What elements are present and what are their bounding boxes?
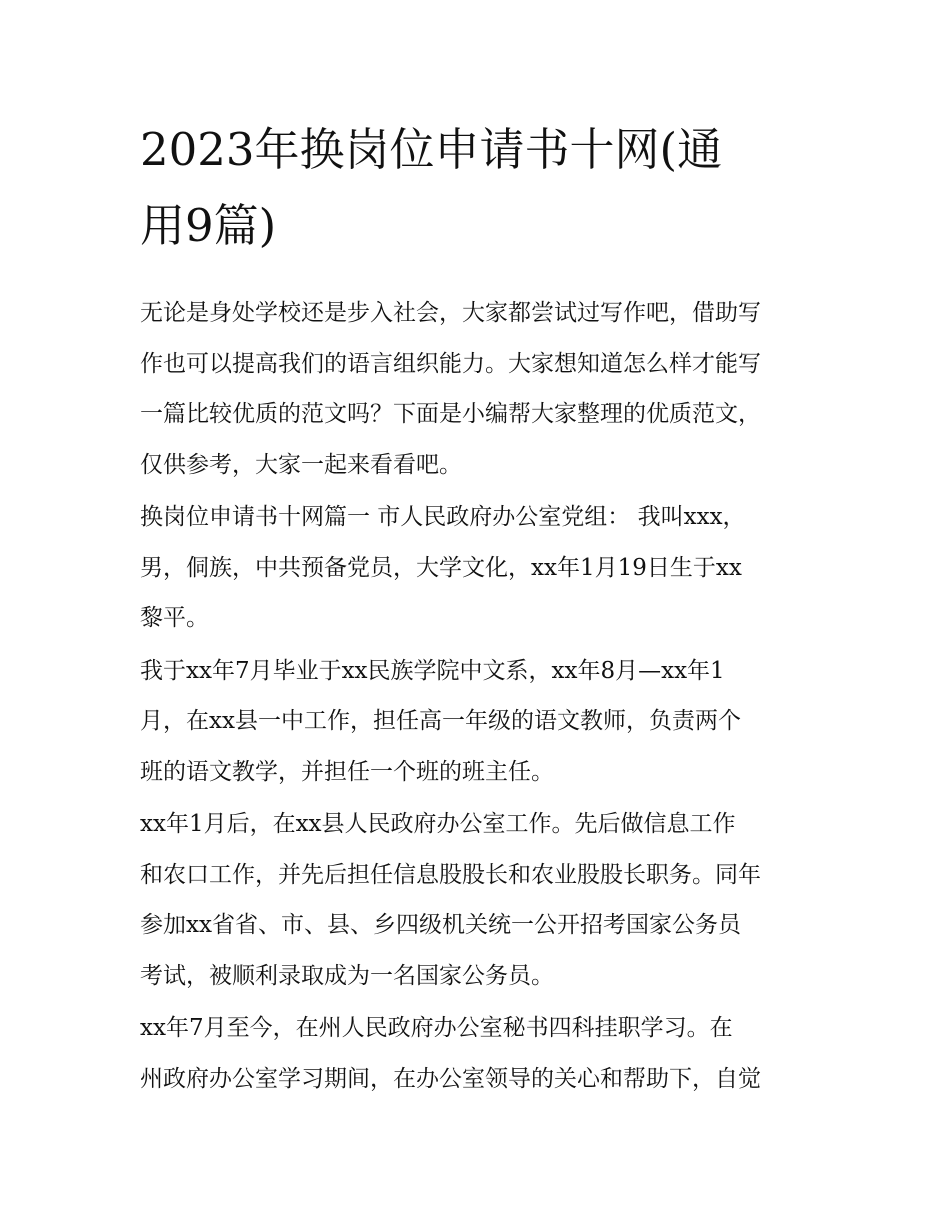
text-line: 和农口工作，并先后担任信息股股长和农业股股长职务。同年	[140, 861, 761, 888]
text-line: 参加xx省省、市、县、乡四级机关统一公开招考国家公务员	[140, 912, 741, 938]
document-title	[140, 112, 816, 264]
paragraph-intro	[140, 288, 816, 490]
text-line: 州政府办公室学习期间，在办公室领导的关心和帮助下，自觉	[140, 1065, 761, 1092]
text-line: 作也可以提高我们的语言组织能力。大家想知道怎么样才能写	[140, 350, 761, 377]
text-line: xx年1月后，在xx县人民政府办公室工作。先后做信息工作	[140, 811, 736, 837]
paragraph-education	[140, 646, 816, 798]
text-line: 班的语文教学，并担任一个班的班主任。	[140, 758, 554, 785]
paragraph-work-history	[140, 799, 816, 1001]
text-line: 月，在xx县一中工作，担任高一年级的语文教师，负责两个	[140, 708, 741, 734]
text-line: 仅供参考，大家一起来看看吧。	[140, 451, 462, 478]
paragraph-current-post	[140, 1003, 816, 1104]
text-line: 我于xx年7月毕业于xx民族学院中文系，xx年8月—xx年1	[140, 657, 725, 684]
document-content	[140, 112, 816, 1106]
text-line: 考试，被顺利录取成为一名国家公务员。	[140, 962, 554, 989]
document-body	[140, 288, 816, 1104]
title-line-2: 用9篇)	[140, 199, 277, 252]
text-line: 黎平。	[140, 605, 209, 631]
text-line: xx年7月至今，在州人民政府办公室秘书四科挂职学习。在	[140, 1015, 733, 1041]
text-line: 男，侗族，中共预备党员，大学文化，xx年1月19日生于xx	[140, 554, 742, 581]
paragraph-applicant	[140, 492, 816, 644]
title-line-1: 2023年换岗位申请书十网(通	[140, 123, 723, 176]
text-line: 一篇比较优质的范文吗？下面是小编帮大家整理的优质范文，	[140, 401, 761, 427]
text-line: 无论是身处学校还是步入社会，大家都尝试过写作吧，借助写	[140, 300, 761, 326]
text-line: 换岗位申请书十网篇一 市人民政府办公室党组： 我叫xxx，	[140, 504, 746, 530]
